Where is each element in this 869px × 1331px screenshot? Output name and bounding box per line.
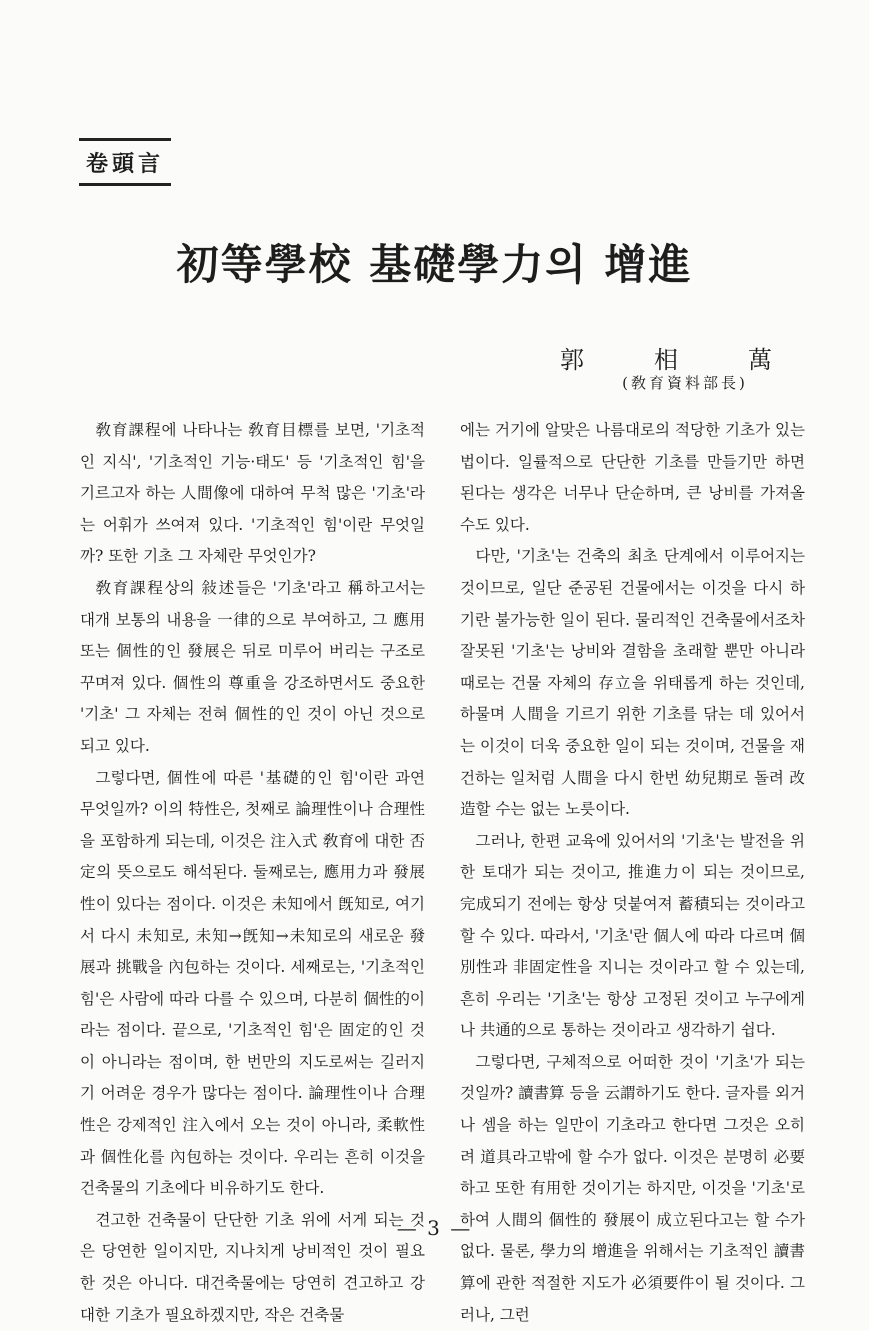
paragraph: 다만, '기초'는 건축의 최초 단계에서 이루어지는 것이므로, 일단 준공된 건물에서는 이것을 다시 하기란 불가능한 일이 된다. 물리적인 건축물에서조차 잘못된 '기초'는 낭비와 결함을 초래할 뿐만 아니라 때로는 건물 자체의 存立을 위태롭게 하는 것인데, 하물며 人間을 기르기 위한 기초를 닦는 데 있어서는 이것이 더욱 중요한 일이 되는 것이며, 건물을 재건하는 일처럼 人間을 다시 한번 幼兒期로 돌려 改造할 수는 없는 노릇이다. <box>460 547 805 819</box>
paragraph: 그러나, 한편 교육에 있어서의 '기초'는 발전을 위한 토대가 되는 것이고, 推進力이 되는 것이므로, 完成되기 전에는 항상 덧붙여져 蓄積되는 것이라고 할 수 있다. 따라서, '기초'란 個人에 따라 다르며 個別性과 非固定性을 지니는 것이라고 할 수 있는데, 흔히 우리는 '기초'는 항상 고정된 것이고 누구에게나 共通的으로 통하는 것이라고 생각하기 쉽다. <box>460 831 805 1040</box>
author-name <box>560 340 772 375</box>
page-number: — 3 — <box>396 1216 473 1240</box>
left-column <box>80 415 425 1331</box>
author-char-1: 郭 <box>560 346 584 374</box>
author-char-2: 相 <box>654 346 678 374</box>
paragraph: 견고한 건축물이 단단한 기초 위에 서게 되는 것은 당연한 일이지만, 지나치게 낭비적인 것이 필요한 것은 아니다. 대건축물에는 당연히 견고하고 강대한 기초가 필요하겠지만, 작은 건축물 <box>80 1210 425 1324</box>
right-column <box>460 415 805 1331</box>
paragraph: 그렇다면, 구체적으로 어떠한 것이 '기초'가 되는 것일까? 讀書算 등을 云謂하기도 한다. 글자를 외거나 셈을 하는 일만이 기초라고 한다면 그것은 오히려 道具라고밖에 할 수가 없다. 이것은 분명히 必要하고 또한 有用한 것이기는 하지만, 이것을 '기초'로 하여 人間의 個性的 發展이 成立된다고는 할 수가 없다. 물론, 學力의 增進을 위해서는 기초적인 讀書算에 관한 적절한 지도가 必須要件이 될 것이다. 그러나, 그런 <box>460 1052 805 1324</box>
paragraph: 敎育課程상의 敍述들은 '기초'라고 稱하고서는 대개 보통의 내용을 一律的으로 부여하고, 그 應用 또는 個性的인 發展은 뒤로 미루어 버리는 구조로 꾸며져 있다. 個性의 尊重을 강조하면서도 중요한 '기초' 그 자체는 전혀 個性的인 것이 아닌 것으로 되고 있다. <box>80 578 425 755</box>
section-tag: 卷頭言 <box>79 138 171 186</box>
paragraph: 敎育課程에 나타나는 敎育目標를 보면, '기초적인 지식', '기초적인 기능·태도' 등 '기초적인 힘'을 기르고자 하는 人間像에 대하여 무척 많은 '기초'라는 어휘가 쓰여져 있다. '기초적인 힘'이란 무엇일까? 또한 기초 그 자체란 무엇인가? <box>80 421 425 566</box>
author-char-3: 萬 <box>748 346 772 374</box>
author-affiliation: (敎育資料部長) <box>622 374 748 392</box>
article-title: 初等學校 基礎學力의 增進 <box>176 240 693 289</box>
paragraph: 그렇다면, 個性에 따른 '基礎的인 힘'이란 과연 무엇일까? 이의 特性은, 첫째로 論理性이나 合理性을 포함하게 되는데, 이것은 注入式 敎育에 대한 否定의 뜻으로도 해석된다. 둘째로는, 應用力과 發展性이 있다는 점이다. 이것은 未知에서 旣知로, 여기서 다시 未知로, 未知→旣知→未知로의 새로운 發展과 挑戰을 內包하는 것이다. 세째로는, '기초적인 힘'은 사람에 따라 다를 수 있으며, 다분히 個性的이라는 점이다. 끝으로, '기초적인 힘'은 固定的인 것이 아니라는 점이며, 한 번만의 지도로써는 길러지기 어려운 경우가 많다는 점이다. 論理性이나 合理性은 강제적인 注入에서 오는 것이 아니라, 柔軟性과 個性化를 內包하는 것이다. 우리는 흔히 이것을 건축물의 기초에다 비유하기도 한다. <box>80 768 425 1198</box>
paragraph-continued: 에는 거기에 알맞은 나름대로의 적당한 기초가 있는 법이다. 일률적으로 단단한 기초를 만들기만 하면 된다는 생각은 너무나 단순하며, 큰 낭비를 가져올 수도 있다. <box>460 421 805 534</box>
